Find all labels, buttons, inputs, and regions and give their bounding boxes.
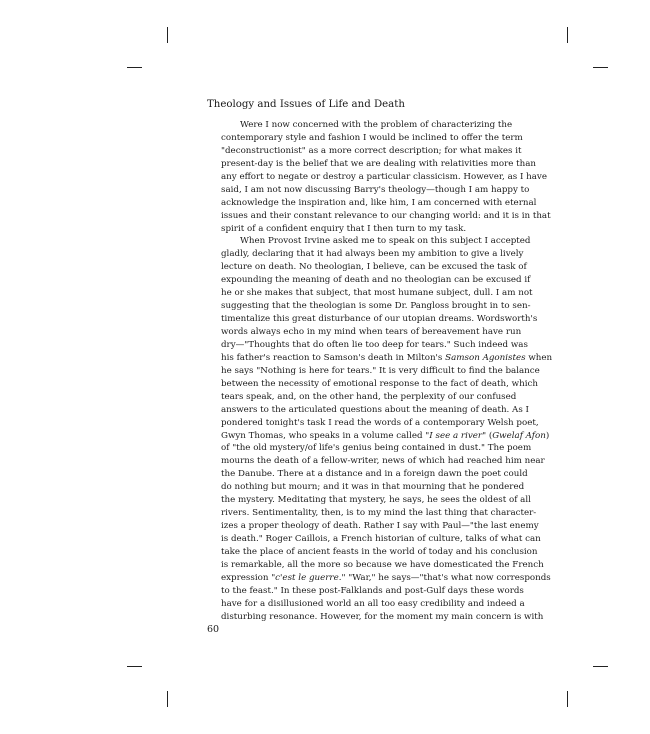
- text-line: gladly, declaring that it had always been my ambition to give a lively: [221, 249, 524, 260]
- text-line: is remarkable, all the more so because we have domesticated the French: [221, 559, 544, 570]
- text-line: issues and their constant relevance to our changing world: and it is in that: [221, 210, 551, 221]
- text-line: have for a disillusioned world an all too easy credibility and indeed a: [221, 598, 525, 609]
- foreign-phrase: "c'est le guerre.": [271, 572, 346, 583]
- text-segment: when: [525, 352, 553, 363]
- text-line: timentalize this great disturbance of our utopian dreams. Wordsworth's: [221, 314, 538, 325]
- text-line: expounding the meaning of death and no theologian can be excused if: [221, 275, 531, 286]
- text-line: take the place of ancient feasts in the world of today and his conclusion: [221, 546, 538, 557]
- text-segment: his father's reaction to Samson's death in Milton's: [221, 352, 446, 363]
- text-line: any effort to negate or destroy a particular classicism. However, as I have: [221, 171, 547, 182]
- text-line: between the necessity of emotional response to the fact of death, which: [221, 378, 538, 389]
- text-line: answers to the articulated questions about the meaning of death. As I: [221, 404, 529, 415]
- text-line: disturbing resonance. However, for the moment my main concern is with: [221, 611, 544, 622]
- text-line: [221, 572, 551, 585]
- text-line: he or she makes that subject, that most humane subject, dull. I am not: [221, 288, 533, 299]
- book-title: I see a river: [429, 430, 483, 441]
- text-line: present-day is the belief that we are dealing with relativities more than: [221, 158, 536, 169]
- text-segment: "War," he says—"that's what now corresponds: [345, 572, 551, 583]
- crop-mark-bottom-left: [167, 691, 168, 707]
- text-line: said, I am not now discussing Barry's theology—though I am happy to: [221, 184, 530, 195]
- crop-mark-left-bottom: [127, 666, 142, 667]
- text-line: rivers. Sentimentality, then, is to my mind the last thing that character-: [221, 508, 537, 519]
- text-line: tears speak, and, on the other hand, the perplexity of our confused: [221, 391, 517, 402]
- text-line: suggesting that the theologian is some Dr. Pangloss brought in to sen-: [221, 301, 531, 312]
- text-line: spirit of a confident enquiry that I then turn to my task.: [221, 223, 467, 234]
- text-segment: " (: [482, 430, 493, 441]
- crop-mark-right-top: [593, 67, 608, 68]
- text-line: Were I now concerned with the problem of characterizing the: [240, 120, 513, 130]
- text-line: mourns the death of a fellow-writer, news of which had reached him near: [221, 456, 545, 467]
- page-number: 60: [207, 624, 220, 635]
- book-title: Samson Agonistes: [445, 352, 526, 363]
- crop-mark-left-top: [127, 67, 142, 68]
- crop-mark-top-right: [567, 27, 568, 43]
- text-line: of "the old mystery/of life's genius being contained in dust." The poem: [221, 443, 532, 454]
- crop-mark-bottom-right: [567, 691, 568, 707]
- text-line: is death." Roger Caillois, a French historian of culture, talks of what can: [221, 534, 541, 544]
- text-line: the mystery. Meditating that mystery, he says, he sees the oldest of all: [221, 495, 531, 506]
- text-line: [221, 430, 550, 443]
- text-line: dry—"Thoughts that do often lie too deep for tears." Such indeed was: [221, 339, 528, 350]
- text-line: he says "Nothing is here for tears." It is very difficult to find the balance: [221, 365, 540, 376]
- text-line: do nothing but mourn; and it was in that mourning that he pondered: [221, 482, 525, 493]
- crop-mark-right-bottom: [593, 666, 608, 667]
- text-line: pondered tonight's task I read the words of a contemporary Welsh poet,: [221, 417, 539, 428]
- running-head: Theology and Issues of Life and Death: [207, 99, 405, 110]
- text-line: lecture on death. No theologian, I believe, can be excused the task of: [221, 262, 527, 273]
- text-segment: Gwyn Thomas, who speaks in a volume called ": [221, 430, 430, 441]
- body-text: [221, 119, 553, 624]
- text-line: [221, 352, 553, 365]
- text-line: "deconstructionist" as a more correct description; for what makes it: [221, 145, 522, 156]
- text-line: to the feast." In these post-Falklands and post-Gulf days these words: [221, 585, 524, 596]
- book-title: Gwelaf Afon: [492, 430, 546, 441]
- text-line: the Danube. There at a distance and in a foreign dawn the poet could: [221, 469, 528, 480]
- text-line: words always echo in my mind when tears of bereavement have run: [221, 327, 522, 337]
- text-line: When Provost Irvine asked me to speak on this subject I accepted: [240, 236, 531, 247]
- text-line: izes a proper theology of death. Rather I say with Paul—"the last enemy: [221, 521, 539, 532]
- text-segment: ): [545, 430, 550, 441]
- text-line: contemporary style and fashion I would be inclined to offer the term: [221, 132, 523, 143]
- text-segment: expression: [221, 572, 272, 583]
- text-line: acknowledge the inspiration and, like him, I am concerned with eternal: [221, 197, 537, 208]
- crop-mark-top-left: [167, 27, 168, 43]
